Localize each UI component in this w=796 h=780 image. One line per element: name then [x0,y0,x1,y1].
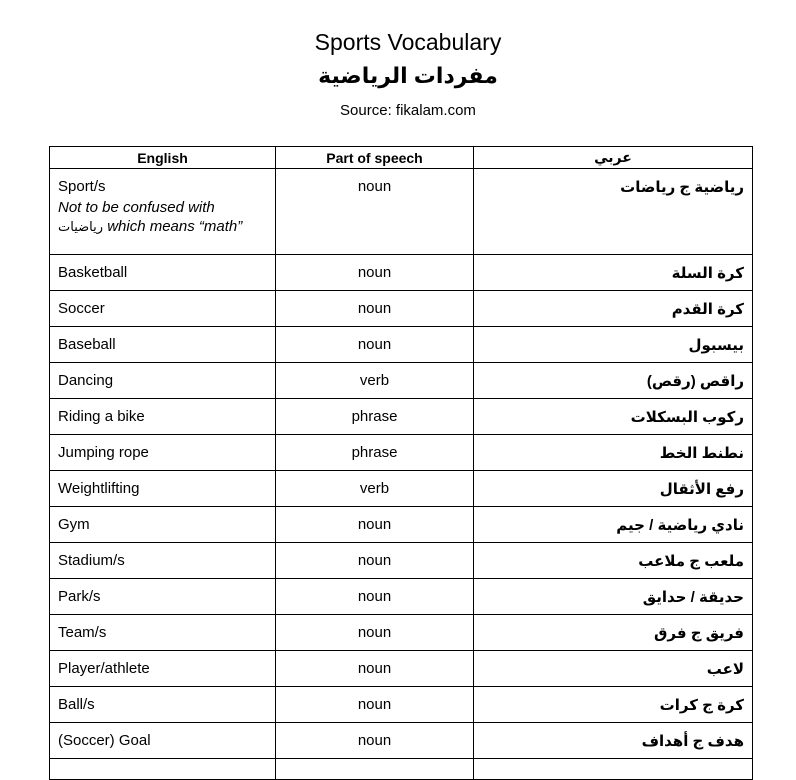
part-of-speech-cell: phrase [276,399,474,435]
arabic-cell: هدف ج أهداف [474,723,753,759]
table-row [50,327,753,363]
part-of-speech-cell: noun [276,579,474,615]
arabic-cell: راقص (رقص) [474,363,753,399]
arabic-cell: كرة ج كرات [474,687,753,723]
english-word: Sport/s [58,178,106,195]
table-row [50,651,753,687]
english-cell: Gym [50,507,276,543]
table-row [50,255,753,291]
part-of-speech-cell: phrase [276,435,474,471]
arabic-cell: كرة السلة [474,255,753,291]
english-cell: Weightlifting [50,471,276,507]
arabic-cell: لاعب [474,651,753,687]
arabic-cell: رياضية ج رياضات [474,169,753,255]
english-cell: Riding a bike [50,399,276,435]
english-cell [50,169,276,255]
empty-cell [50,759,276,780]
table-row [50,543,753,579]
part-of-speech-cell: noun [276,687,474,723]
table-row [50,435,753,471]
column-header-english: English [50,147,276,169]
table-header-row [50,147,753,169]
vocabulary-table [49,146,753,780]
english-cell: Team/s [50,615,276,651]
part-of-speech-cell: noun [276,507,474,543]
table-row [50,169,753,255]
arabic-cell: ركوب البسكلات [474,399,753,435]
table-row [50,363,753,399]
table-row [50,687,753,723]
part-of-speech-cell: verb [276,363,474,399]
english-cell: Soccer [50,291,276,327]
empty-cell [276,759,474,780]
part-of-speech-cell: noun [276,723,474,759]
arabic-cell: رفع الأثقال [474,471,753,507]
table-row [50,723,753,759]
usage-note [58,198,267,236]
english-cell: Jumping rope [50,435,276,471]
arabic-title: مفردات الرياضية [318,63,498,88]
english-cell: Stadium/s [50,543,276,579]
source-line: Source: fikalam.com [340,102,476,119]
table-row [50,507,753,543]
arabic-cell: بيسبول [474,327,753,363]
table-row-partial [50,759,753,780]
table-row [50,471,753,507]
english-cell: Park/s [50,579,276,615]
arabic-cell: فريق ج فرق [474,615,753,651]
part-of-speech-cell: noun [276,327,474,363]
english-cell: (Soccer) Goal [50,723,276,759]
arabic-cell: نطنط الخط [474,435,753,471]
part-of-speech-cell: verb [276,471,474,507]
part-of-speech-cell: noun [276,255,474,291]
part-of-speech-cell: noun [276,651,474,687]
english-cell: Baseball [50,327,276,363]
arabic-cell: ملعب ج ملاعب [474,543,753,579]
arabic-cell: حديقة / حدايق [474,579,753,615]
arabic-cell: نادي رياضية / جيم [474,507,753,543]
column-header-arabic: عربي [474,147,753,169]
part-of-speech-cell: noun [276,169,474,255]
english-cell: Player/athlete [50,651,276,687]
english-cell: Ball/s [50,687,276,723]
empty-cell [474,759,753,780]
column-header-part-of-speech: Part of speech [276,147,474,169]
table-row [50,291,753,327]
usage-note-arabic: رياضيات [58,219,104,234]
part-of-speech-cell: noun [276,615,474,651]
table-row [50,615,753,651]
english-cell: Basketball [50,255,276,291]
table-row [50,399,753,435]
arabic-cell: كرة القدم [474,291,753,327]
table-row [50,579,753,615]
usage-note-line: Not to be confused with [58,199,215,216]
part-of-speech-cell: noun [276,291,474,327]
english-cell: Dancing [50,363,276,399]
usage-note-meaning: which means “math” [107,218,243,235]
page-title: Sports Vocabulary [314,29,502,55]
part-of-speech-cell: noun [276,543,474,579]
